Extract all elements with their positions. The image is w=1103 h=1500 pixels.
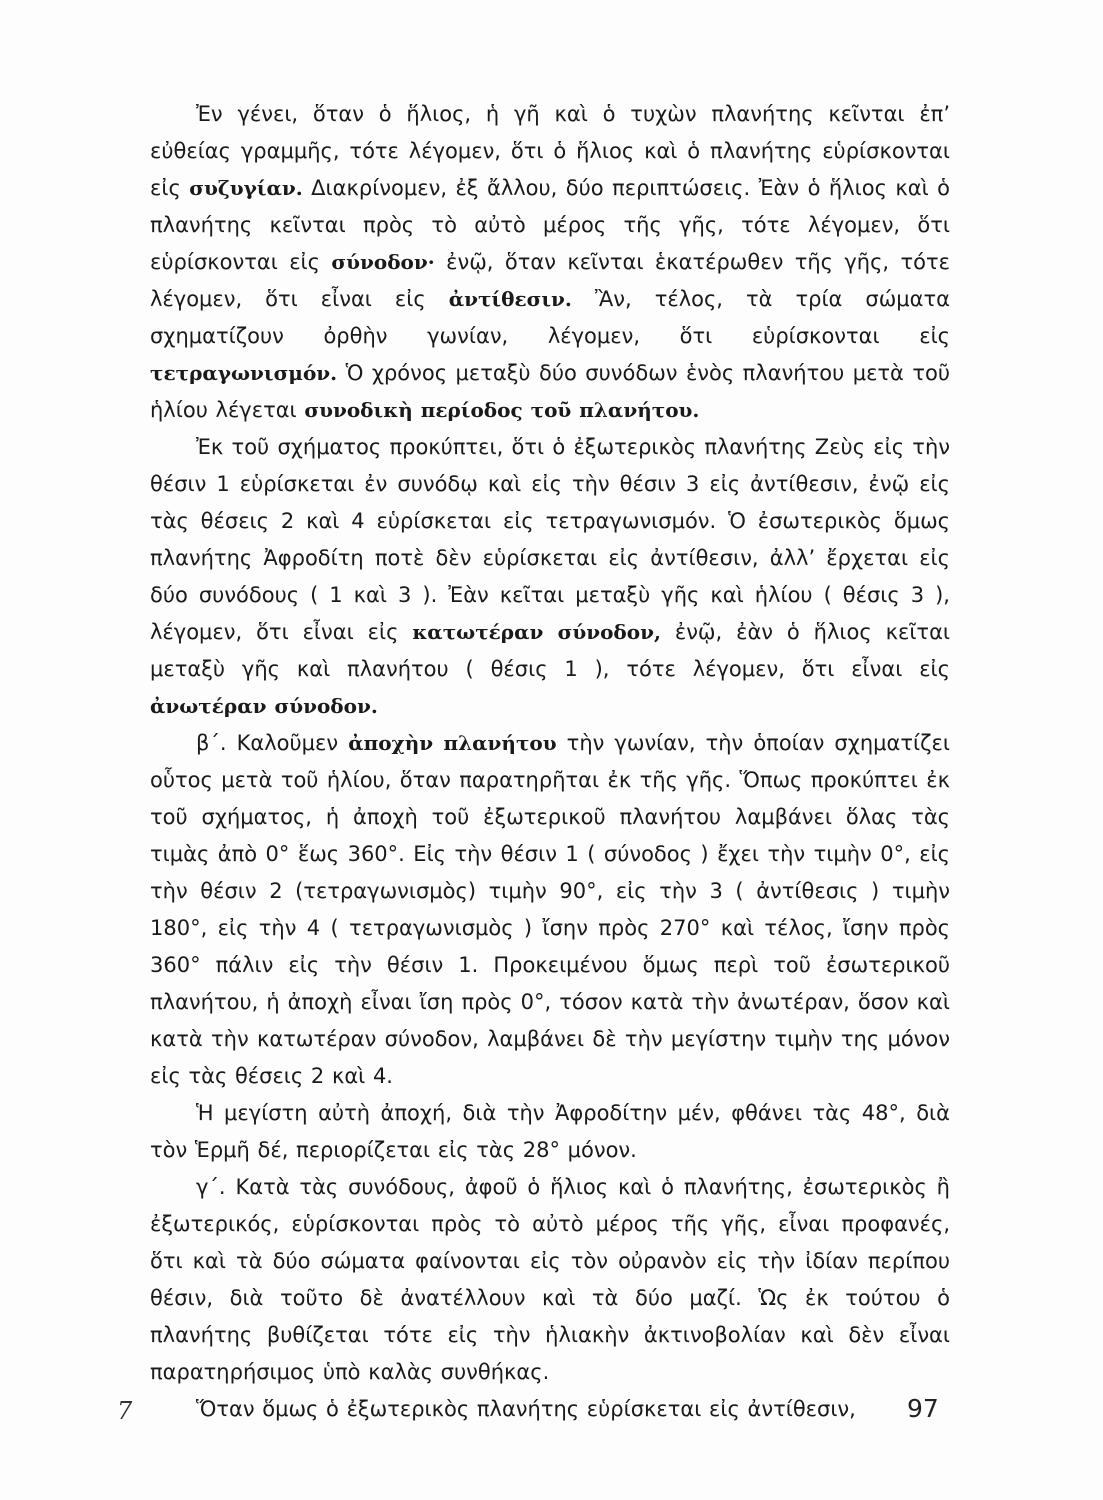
- section-marker: β΄.: [196, 731, 227, 755]
- term-elongation: ἀποχὴν πλανήτου: [348, 731, 557, 755]
- text-run: Διακρίνομεν, ἐξ ἄλλου, δύο περιπτώσεις. Ἐὰν ὁ ἥλιος καὶ ὁ πλανήτης κεῖνται πρὸς τὸ αὐτὸ μέρος τῆς γῆς, τότε λέγομεν, ὅτι εὑρίσκονται εἰς: [150, 176, 950, 274]
- paragraph-visibility: [150, 1169, 950, 1391]
- term-opposition: ἀντίθεσιν.: [448, 287, 572, 311]
- page-number: 97: [907, 1394, 939, 1423]
- text-run: Ὁ χρόνος μεταξὺ δύο συνόδων ἑνὸς πλανήτου μετὰ τοῦ ἡλίου λέγεται: [150, 361, 950, 422]
- term-conjunction: σύνοδον·: [331, 250, 435, 274]
- term-synodic-period: συνοδικὴ περίοδος τοῦ πλανήτου.: [304, 398, 700, 422]
- paragraph-conjunction: [150, 96, 950, 429]
- text-run: Καλοῦμεν: [226, 731, 349, 755]
- text-run: Κατὰ τὰς συνόδους, ἀφοῦ ὁ ἥλιος καὶ ὁ πλανήτης, ἐσωτερικὸς ἢ ἐξωτερικός, εὑρίσκονται πρὸς τὸ αὐτὸ μέρος τῆς γῆς, εἶναι προφανές, ὅτι καὶ τὰ δύο σώματα φαίνονται εἰς τὸν οὐρανὸν εἰς τὴν ἰδίαν περίπου θέσιν, διὰ τοῦτο δὲ ἀνατέλλουν καὶ τὰ δύο μαζί. Ὡς ἐκ τούτου ὁ πλανήτης βυθίζεται τότε εἰς τὴν ἡλιακὴν ἀκτινοβολίαν καὶ δὲν εἶναι παρατηρήσιμος ὑπὸ καλὰς συνθήκας.: [150, 1175, 950, 1384]
- section-marker: γ΄.: [196, 1175, 226, 1199]
- term-inferior-conjunction: κατωτέραν σύνοδον,: [412, 620, 661, 644]
- text-run: Ἂν, τέλος, τὰ τρία σώματα σχηματίζουν ὀρθὴν γωνίαν, λέγομεν, ὅτι εὑρίσκονται εἰς: [150, 287, 950, 348]
- paragraph-max-elongation: Ἡ μεγίστη αὐτὴ ἀποχή, διὰ τὴν Ἀφροδίτην μέν, φθάνει τὰς 48°, διὰ τὸν Ἑρμῆ δέ, περιορίζεται εἰς τὰς 28° μόνον.: [150, 1101, 950, 1162]
- text-run: ἐνῷ, ἐὰν ὁ ἥλιος κεῖται μεταξὺ γῆς καὶ πλανήτου ( θέσις 1 ), τότε λέγομεν, ὅτι εἶναι εἰς: [150, 620, 951, 681]
- text-run: Ἐν γένει, ὅταν ὁ ἥλιος, ἡ γῆ καὶ ὁ τυχὼν πλανήτης κεῖνται ἐπ’ εὐθείας γραμμῆς, τότε λέγομεν, ὅτι ὁ ἥλιος καὶ ὁ πλανήτης εὑρίσκονται εἰς: [150, 102, 950, 200]
- page-body: [150, 96, 950, 1428]
- term-quadrature: τετραγωνισμόν.: [150, 361, 338, 385]
- term-syzygy: συζυγίαν.: [189, 176, 303, 200]
- paragraph-opposition-start: Ὅταν ὅμως ὁ ἐξωτερικὸς πλανήτης εὑρίσκεται εἰς ἀντίθεσιν,: [196, 1397, 856, 1421]
- text-run: ἐνῷ, ὅταν κεῖνται ἑκατέρωθεν τῆς γῆς, τότε λέγομεν, ὅτι εἶναι εἰς: [150, 250, 950, 311]
- paragraph-figure: [150, 429, 950, 725]
- signature-mark: 7: [117, 1397, 133, 1425]
- paragraph-elongation: [150, 725, 950, 1095]
- text-run: τὴν γωνίαν, τὴν ὁποίαν σχηματίζει οὗτος μετὰ τοῦ ἡλίου, ὅταν παρατηρῆται ἐκ τῆς γῆς. Ὅπως προκύπτει ἐκ τοῦ σχήματος, ἡ ἀποχὴ τοῦ ἐξωτερικοῦ πλανήτου λαμβάνει ὅλας τὰς τιμὰς ἀπὸ 0° ἕως 360°. Εἰς τὴν θέσιν 1 ( σύνοδος ) ἔχει τὴν τιμὴν 0°, εἰς τὴν θέσιν 2 (τετραγωνισμὸς) τιμὴν 90°, εἰς τὴν 3 ( ἀντίθεσις ) τιμὴν 180°, εἰς τὴν 4 ( τετραγωνισμὸς ) ἴσην πρὸς 270° καὶ τέλος, ἴσην πρὸς 360° πάλιν εἰς τὴν θέσιν 1. Προκειμένου ὅμως περὶ τοῦ ἐσωτερικοῦ πλανήτου, ἡ ἀποχὴ εἶναι ἴση πρὸς 0°, τόσον κατὰ τὴν ἀνωτέραν, ὅσον καὶ κατὰ τὴν κατωτέραν σύνοδον, λαμβάνει δὲ τὴν μεγίστην τιμὴν της μόνον εἰς τὰς θέσεις 2 καὶ 4.: [150, 731, 950, 1088]
- term-superior-conjunction: ἀνωτέραν σύνοδον.: [150, 694, 378, 718]
- text-run: Ἐκ τοῦ σχήματος προκύπτει, ὅτι ὁ ἐξωτερικὸς πλανήτης Ζεὺς εἰς τὴν θέσιν 1 εὑρίσκεται ἐν συνόδῳ καὶ εἰς τὴν θέσιν 3 εἰς ἀντίθεσιν, ἐνῷ εἰς τὰς θέσεις 2 καὶ 4 εὑρίσκεται εἰς τετραγωνισμόν. Ὁ ἐσωτερικὸς ὅμως πλανήτης Ἀφροδίτη ποτὲ δὲν εὑρίσκεται εἰς ἀντίθεσιν, ἀλλ’ ἔρχεται εἰς δύο συνόδους ( 1 καὶ 3 ). Ἐὰν κεῖται μεταξὺ γῆς καὶ ἡλίου ( θέσις 3 ), λέγομεν, ὅτι εἶναι εἰς: [150, 435, 950, 644]
